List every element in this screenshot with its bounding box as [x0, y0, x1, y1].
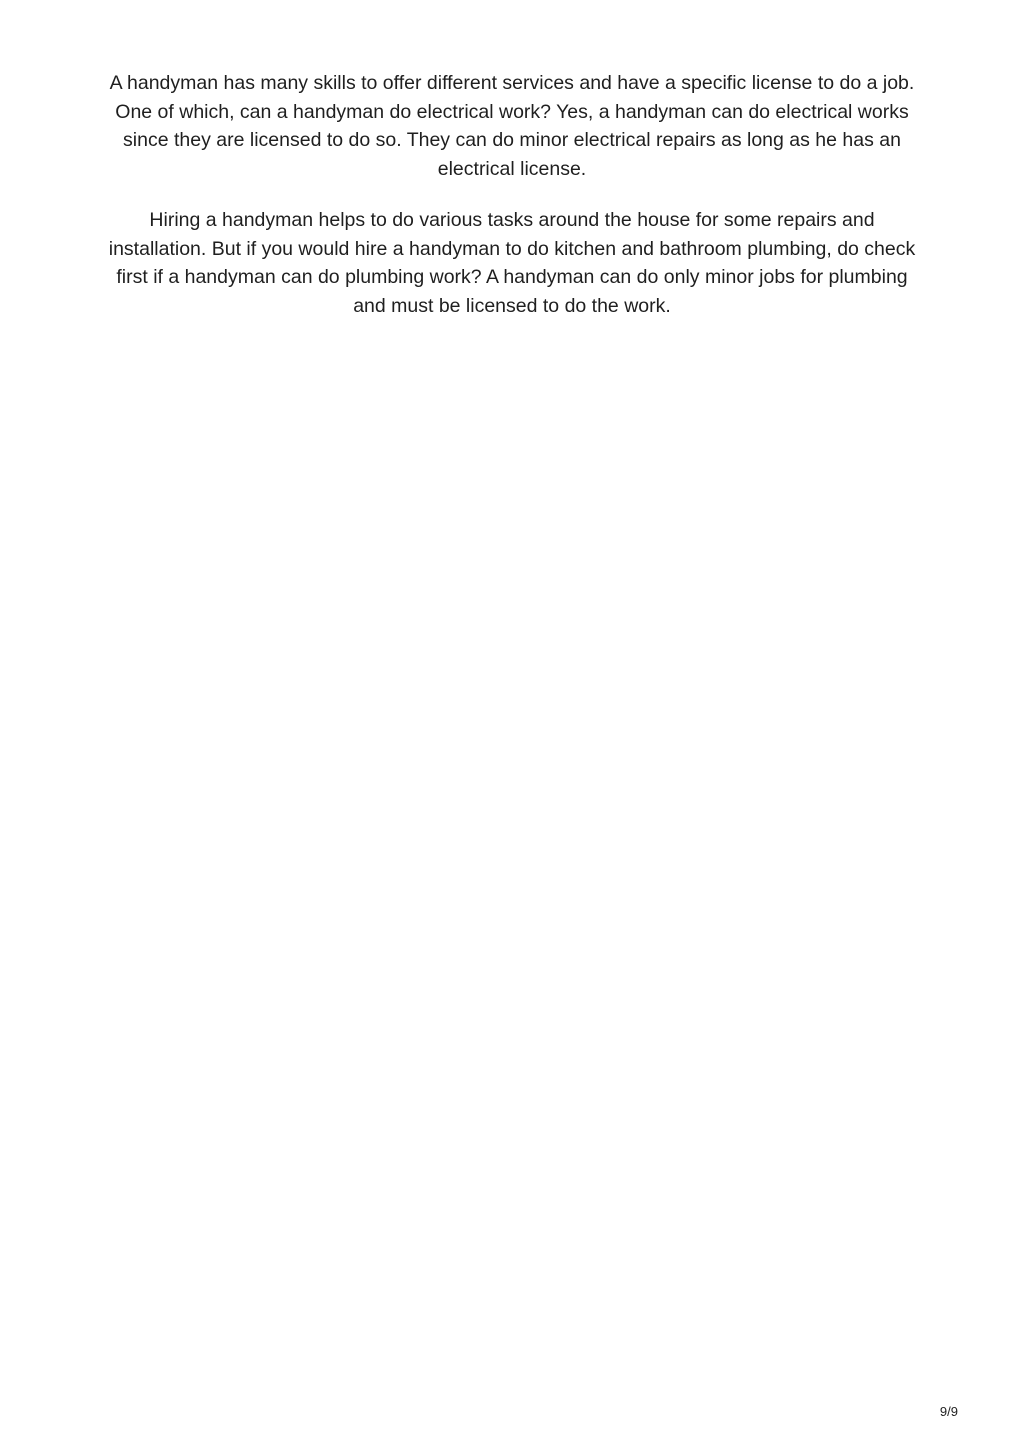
paragraph-electrical-work: A handyman has many skills to offer different services and have a specific license to do a job. One of which, can a handyman do electrical work? Yes, a handyman can do electrical works since they are licensed to do so. They can do minor electrical repairs as long as he has an electrical license.: [109, 72, 915, 181]
document-body: [102, 69, 922, 343]
page-number: 9/9: [939, 1404, 958, 1419]
paragraph-plumbing-work: Hiring a handyman helps to do various tasks around the house for some repairs and installation. But if you would hire a handyman to do kitchen and bathroom plumbing, do check first if a handyman can do plumbing work? A handyman can do only minor jobs for plumbing and must be licensed to do the work.: [108, 208, 916, 317]
